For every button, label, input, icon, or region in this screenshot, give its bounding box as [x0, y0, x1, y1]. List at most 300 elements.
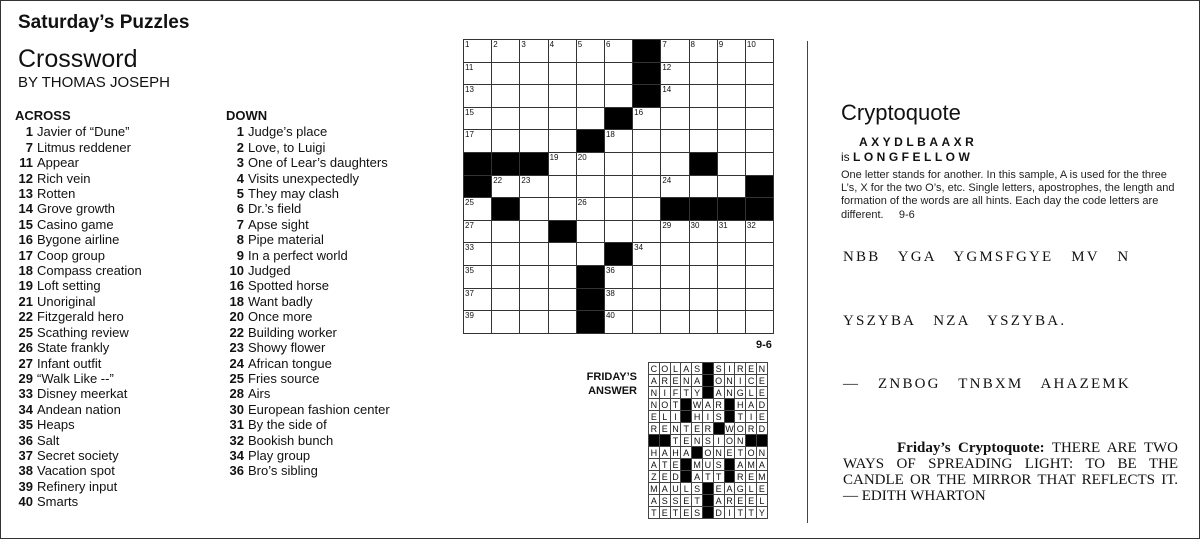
grid-cell[interactable] [576, 152, 604, 175]
answer-cell: L [756, 495, 767, 507]
grid-cell[interactable] [633, 288, 661, 311]
clue-text: Scathing review [37, 324, 129, 340]
grid-cell[interactable] [520, 220, 548, 243]
grid-cell[interactable] [548, 243, 576, 266]
answer-cell: E [746, 471, 757, 483]
answer-cell: I [724, 363, 735, 375]
grid-cell[interactable] [548, 62, 576, 85]
grid-cell[interactable] [689, 130, 717, 153]
clue-text: Smarts [37, 494, 79, 510]
grid-cell[interactable] [492, 62, 520, 85]
grid-block [576, 265, 604, 288]
clue-text: Pipe material [248, 232, 324, 248]
grid-cell[interactable] [661, 220, 689, 243]
grid-cell[interactable] [576, 243, 604, 266]
grid-cell[interactable] [717, 175, 745, 198]
grid-cell[interactable] [689, 311, 717, 334]
clue-across-37 [15, 448, 142, 463]
grid-cell[interactable] [717, 85, 745, 108]
grid-cell[interactable] [604, 85, 632, 108]
fridays-answer-label: FRIDAY’S ANSWER [586, 371, 637, 397]
grid-cell[interactable] [604, 220, 632, 243]
answer-cell: A [649, 459, 660, 471]
grid-cell[interactable] [661, 175, 689, 198]
grid-cell[interactable] [492, 130, 520, 153]
clue-number: 20 [229, 309, 244, 325]
answer-cell: E [713, 483, 724, 495]
grid-cell[interactable] [717, 265, 745, 288]
clue-text: In a perfect world [248, 247, 348, 263]
grid-cell[interactable] [717, 62, 745, 85]
clue-down-5 [226, 186, 390, 201]
cell-number: 29 [662, 220, 672, 230]
grid-block [689, 198, 717, 221]
grid-cell[interactable] [492, 243, 520, 266]
cryptoquote-example-code: AXYDLBAAXR [859, 135, 978, 149]
clue-down-16 [226, 278, 390, 293]
answer-cell: A [681, 363, 692, 375]
grid-cell[interactable] [633, 265, 661, 288]
cryptoquote-line-3: — ZNBOG TNBXM AHAZEMK [843, 376, 1131, 392]
grid-block [576, 311, 604, 334]
grid-cell[interactable] [604, 152, 632, 175]
grid-cell[interactable] [548, 152, 576, 175]
answer-cell: N [756, 363, 767, 375]
cell-number: 26 [577, 198, 587, 208]
answer-cell: I [659, 387, 670, 399]
clue-text: Showy flower [248, 340, 326, 356]
answer-cell: S [702, 435, 713, 447]
cell-number: 15 [465, 107, 474, 117]
clue-across-21 [15, 294, 142, 309]
clue-text: Grove growth [37, 201, 116, 217]
clue-down-4 [226, 171, 390, 186]
grid-cell[interactable] [464, 243, 492, 266]
answer-cell: O [715, 375, 723, 386]
grid-cell[interactable] [661, 40, 689, 63]
answer-cell: Z [649, 471, 660, 483]
answer-cell: T [670, 399, 681, 411]
clue-number: 13 [18, 186, 33, 202]
grid-cell[interactable] [464, 220, 492, 243]
answer-row [649, 447, 768, 459]
clue-text: Casino game [37, 216, 114, 232]
answer-cell: E [735, 495, 746, 507]
cell-number: 30 [690, 220, 700, 230]
clue-down-32 [226, 433, 390, 448]
clue-number: 7 [236, 216, 244, 232]
answer-row [649, 507, 768, 519]
grid-cell[interactable] [492, 40, 520, 63]
grid-cell[interactable] [520, 175, 548, 198]
clue-number: 39 [18, 478, 33, 494]
cell-number: 38 [605, 288, 615, 298]
grid-cell[interactable] [689, 62, 717, 85]
grid-row [464, 175, 774, 198]
clue-number: 3 [236, 155, 244, 171]
grid-cell[interactable] [745, 220, 773, 243]
grid-cell[interactable] [745, 107, 773, 130]
cell-number: 32 [746, 220, 756, 230]
answer-cell: E [746, 363, 757, 375]
clue-across-1 [15, 124, 142, 139]
grid-cell[interactable] [464, 198, 492, 221]
clue-across-29 [15, 371, 142, 386]
clue-number: 11 [19, 155, 33, 171]
grid-cell[interactable] [717, 130, 745, 153]
grid-cell[interactable] [661, 85, 689, 108]
answer-cell: S [692, 363, 703, 375]
clue-across-11 [15, 155, 142, 170]
grid-row [464, 62, 774, 85]
answer-block [681, 411, 692, 423]
grid-cell[interactable] [717, 220, 745, 243]
grid-cell[interactable] [745, 130, 773, 153]
answer-cell: T [681, 387, 692, 399]
answer-cell: D [670, 471, 681, 483]
answer-cell: E [692, 423, 703, 435]
grid-cell[interactable] [689, 107, 717, 130]
grid-cell[interactable] [717, 40, 745, 63]
answer-row [649, 423, 768, 435]
across-heading: ACROSS [15, 108, 71, 123]
grid-cell[interactable] [604, 62, 632, 85]
grid-row [464, 311, 774, 334]
grid-row [464, 220, 774, 243]
clue-text: Rich vein [37, 170, 91, 186]
grid-cell[interactable] [492, 107, 520, 130]
grid-cell[interactable] [492, 265, 520, 288]
clue-text: “Walk Like --” [37, 370, 114, 386]
grid-block [520, 152, 548, 175]
answer-cell: T [735, 411, 746, 423]
grid-cell[interactable] [661, 243, 689, 266]
answer-cell: A [713, 495, 724, 507]
answer-cell: E [659, 471, 670, 483]
clue-text: Judge’s place [248, 124, 328, 140]
grid-cell[interactable] [576, 175, 604, 198]
grid-cell[interactable] [464, 311, 492, 334]
clue-down-36 [226, 463, 390, 478]
grid-cell[interactable] [548, 130, 576, 153]
answer-cell: H [649, 447, 660, 459]
grid-cell[interactable] [745, 311, 773, 334]
grid-cell[interactable] [576, 198, 604, 221]
grid-cell[interactable] [520, 130, 548, 153]
grid-cell[interactable] [717, 243, 745, 266]
cell-number: 37 [465, 288, 474, 298]
answer-cell: R [659, 375, 670, 387]
answer-cell: A [756, 459, 767, 471]
grid-cell[interactable] [661, 62, 689, 85]
grid-cell[interactable] [464, 107, 492, 130]
clue-down-3 [226, 155, 390, 170]
grid-cell[interactable] [464, 265, 492, 288]
grid-cell[interactable] [604, 40, 632, 63]
grid-block [576, 130, 604, 153]
clue-across-15 [15, 217, 142, 232]
grid-cell[interactable] [717, 107, 745, 130]
clue-text: Bookish bunch [248, 432, 334, 448]
grid-cell[interactable] [633, 243, 661, 266]
answer-cell: S [713, 363, 724, 375]
clue-text: They may clash [248, 186, 340, 202]
grid-cell[interactable] [604, 198, 632, 221]
grid-cell[interactable] [745, 62, 773, 85]
grid-cell[interactable] [689, 220, 717, 243]
clue-text: Litmus reddener [37, 139, 131, 155]
grid-cell[interactable] [576, 62, 604, 85]
clue-down-25 [226, 371, 390, 386]
grid-cell[interactable] [492, 175, 520, 198]
answer-cell: O [704, 447, 712, 458]
answer-cell: G [736, 387, 744, 398]
clue-number: 31 [229, 417, 244, 433]
grid-block [464, 152, 492, 175]
clue-number: 14 [18, 201, 33, 217]
clue-text: European fashion center [248, 401, 390, 417]
grid-cell[interactable] [604, 311, 632, 334]
clue-number: 4 [236, 170, 244, 186]
grid-cell[interactable] [661, 130, 689, 153]
grid-cell[interactable] [520, 40, 548, 63]
grid-cell[interactable] [604, 175, 632, 198]
grid-cell[interactable] [745, 85, 773, 108]
grid-cell[interactable] [633, 220, 661, 243]
cell-number: 9 [718, 40, 724, 49]
grid-cell[interactable] [548, 265, 576, 288]
answer-block [692, 447, 703, 459]
clue-text: By the side of [248, 417, 327, 433]
clue-text: Unoriginal [37, 293, 96, 309]
grid-cell[interactable] [745, 152, 773, 175]
clue-down-28 [226, 386, 390, 401]
cryptoquote-instructions [841, 169, 1181, 222]
grid-cell[interactable] [576, 107, 604, 130]
grid-cell[interactable] [492, 288, 520, 311]
answer-cell: Y [756, 507, 767, 519]
answer-cell: D [713, 507, 724, 519]
answer-cell: C [746, 375, 757, 387]
grid-cell[interactable] [576, 40, 604, 63]
cell-number: 5 [577, 40, 583, 49]
grid-cell[interactable] [633, 130, 661, 153]
clue-text: Bro’s sibling [248, 463, 318, 479]
grid-cell[interactable] [464, 130, 492, 153]
answer-cell: T [702, 471, 713, 483]
grid-cell[interactable] [520, 62, 548, 85]
grid-cell[interactable] [633, 198, 661, 221]
answer-cell: A [692, 375, 703, 387]
grid-cell[interactable] [492, 311, 520, 334]
clue-text: State frankly [37, 340, 110, 356]
grid-cell[interactable] [689, 265, 717, 288]
clue-across-7 [15, 140, 142, 155]
answer-cell: H [735, 399, 746, 411]
grid-cell[interactable] [717, 311, 745, 334]
grid-cell[interactable] [548, 175, 576, 198]
grid-cell[interactable] [520, 288, 548, 311]
grid-cell[interactable] [520, 85, 548, 108]
grid-cell[interactable] [492, 220, 520, 243]
grid-cell[interactable] [520, 311, 548, 334]
clue-number: 18 [18, 263, 33, 279]
grid-row [464, 130, 774, 153]
grid-cell[interactable] [661, 288, 689, 311]
answer-cell: R [649, 423, 660, 435]
cell-number: 27 [465, 220, 474, 230]
clue-across-16 [15, 232, 142, 247]
grid-cell[interactable] [633, 152, 661, 175]
grid-cell[interactable] [745, 288, 773, 311]
grid-cell[interactable] [548, 288, 576, 311]
grid-cell[interactable] [745, 243, 773, 266]
answer-cell: F [670, 387, 681, 399]
clue-number: 32 [229, 432, 244, 448]
grid-cell[interactable] [689, 85, 717, 108]
grid-block [717, 198, 745, 221]
grid-cell[interactable] [548, 198, 576, 221]
previous-cryptoquote [843, 440, 1178, 504]
clue-text: Apse sight [248, 216, 309, 232]
cryptoquote-line-2: YSZYBA NZA YSZYBA. [843, 313, 1067, 329]
clue-number: 24 [229, 355, 244, 371]
clue-number: 15 [18, 216, 33, 232]
cell-number: 31 [718, 220, 728, 230]
grid-row [464, 265, 774, 288]
clue-down-18 [226, 294, 390, 309]
answer-cell: R [724, 495, 735, 507]
answer-cell: I [713, 435, 724, 447]
grid-cell[interactable] [689, 243, 717, 266]
grid-cell[interactable] [548, 85, 576, 108]
grid-cell[interactable] [633, 311, 661, 334]
answer-row [649, 435, 768, 447]
grid-cell[interactable] [604, 130, 632, 153]
answer-cell: N [724, 375, 735, 387]
cell-number: 2 [493, 40, 498, 49]
grid-cell[interactable] [717, 152, 745, 175]
grid-block [633, 85, 661, 108]
answer-cell: S [692, 483, 703, 495]
grid-cell[interactable] [464, 85, 492, 108]
clue-down-8 [226, 232, 390, 247]
cell-number: 18 [605, 130, 615, 140]
answer-cell: S [713, 459, 724, 471]
cell-number: 6 [605, 40, 611, 49]
clue-number: 22 [229, 324, 244, 340]
grid-cell[interactable] [520, 198, 548, 221]
answer-row [649, 363, 768, 375]
cell-number: 39 [465, 311, 474, 321]
answer-cell: D [756, 423, 767, 435]
grid-cell[interactable] [464, 288, 492, 311]
answer-cell: T [670, 435, 681, 447]
answer-cell: O [661, 363, 669, 374]
grid-cell[interactable] [576, 220, 604, 243]
answer-block [702, 363, 713, 375]
grid-cell[interactable] [464, 62, 492, 85]
answer-cell: A [724, 483, 735, 495]
previous-cryptoquote-label: Friday’s Cryptoquote: [897, 440, 1045, 456]
answer-block [702, 483, 713, 495]
grid-cell[interactable] [689, 40, 717, 63]
grid-cell[interactable] [633, 107, 661, 130]
answer-cell: R [702, 423, 713, 435]
grid-cell[interactable] [661, 107, 689, 130]
clue-text: Salt [37, 432, 60, 448]
grid-cell[interactable] [689, 175, 717, 198]
grid-cell[interactable] [633, 175, 661, 198]
answer-cell: N [756, 447, 767, 459]
clue-number: 22 [18, 309, 33, 325]
fridays-answer-grid [648, 362, 768, 519]
clue-across-17 [15, 248, 142, 263]
clue-down-2 [226, 140, 390, 155]
grid-cell[interactable] [520, 243, 548, 266]
clue-across-33 [15, 386, 142, 401]
clue-number: 38 [18, 463, 33, 479]
clue-number: 33 [18, 386, 33, 402]
grid-cell[interactable] [745, 40, 773, 63]
clue-number: 10 [229, 263, 244, 279]
grid-row [464, 288, 774, 311]
crossword-author: BY THOMAS JOSEPH [18, 74, 170, 91]
grid-cell[interactable] [689, 288, 717, 311]
cell-number: 11 [465, 62, 474, 72]
cryptoquote-line-1: NBB YGA YGMSFGYE MV N [843, 249, 1131, 265]
answer-block [702, 507, 713, 519]
grid-cell[interactable] [464, 40, 492, 63]
clue-text: Loft setting [37, 278, 101, 294]
grid-cell[interactable] [520, 107, 548, 130]
grid-row [464, 243, 774, 266]
grid-cell[interactable] [520, 265, 548, 288]
answer-cell: O [736, 423, 744, 434]
clue-text: Compass creation [37, 263, 142, 279]
answer-cell: D [756, 399, 767, 411]
grid-cell[interactable] [717, 288, 745, 311]
answer-cell: M [747, 459, 755, 470]
grid-cell[interactable] [548, 40, 576, 63]
cell-number: 3 [521, 40, 526, 49]
grid-cell[interactable] [548, 107, 576, 130]
answer-cell: E [756, 375, 767, 387]
answer-cell: Y [692, 387, 703, 399]
clue-text: Visits unexpectedly [248, 170, 360, 186]
clue-text: Love, to Luigi [248, 139, 326, 155]
clue-text: Want badly [248, 293, 313, 309]
answer-cell: E [724, 447, 735, 459]
grid-cell[interactable] [604, 288, 632, 311]
column-divider [807, 41, 808, 523]
example-is-text: is [841, 150, 850, 164]
clue-text: Fitzgerald hero [37, 309, 124, 325]
grid-cell[interactable] [604, 265, 632, 288]
answer-cell: A [681, 447, 692, 459]
down-heading: DOWN [226, 108, 268, 123]
grid-cell[interactable] [548, 311, 576, 334]
grid-cell[interactable] [745, 265, 773, 288]
grid-cell[interactable] [661, 265, 689, 288]
clue-number: 23 [229, 340, 244, 356]
grid-cell[interactable] [661, 311, 689, 334]
grid-cell[interactable] [661, 152, 689, 175]
grid-cell[interactable] [576, 85, 604, 108]
grid-cell[interactable] [492, 85, 520, 108]
cell-number: 8 [690, 40, 695, 49]
clue-across-19 [15, 278, 142, 293]
